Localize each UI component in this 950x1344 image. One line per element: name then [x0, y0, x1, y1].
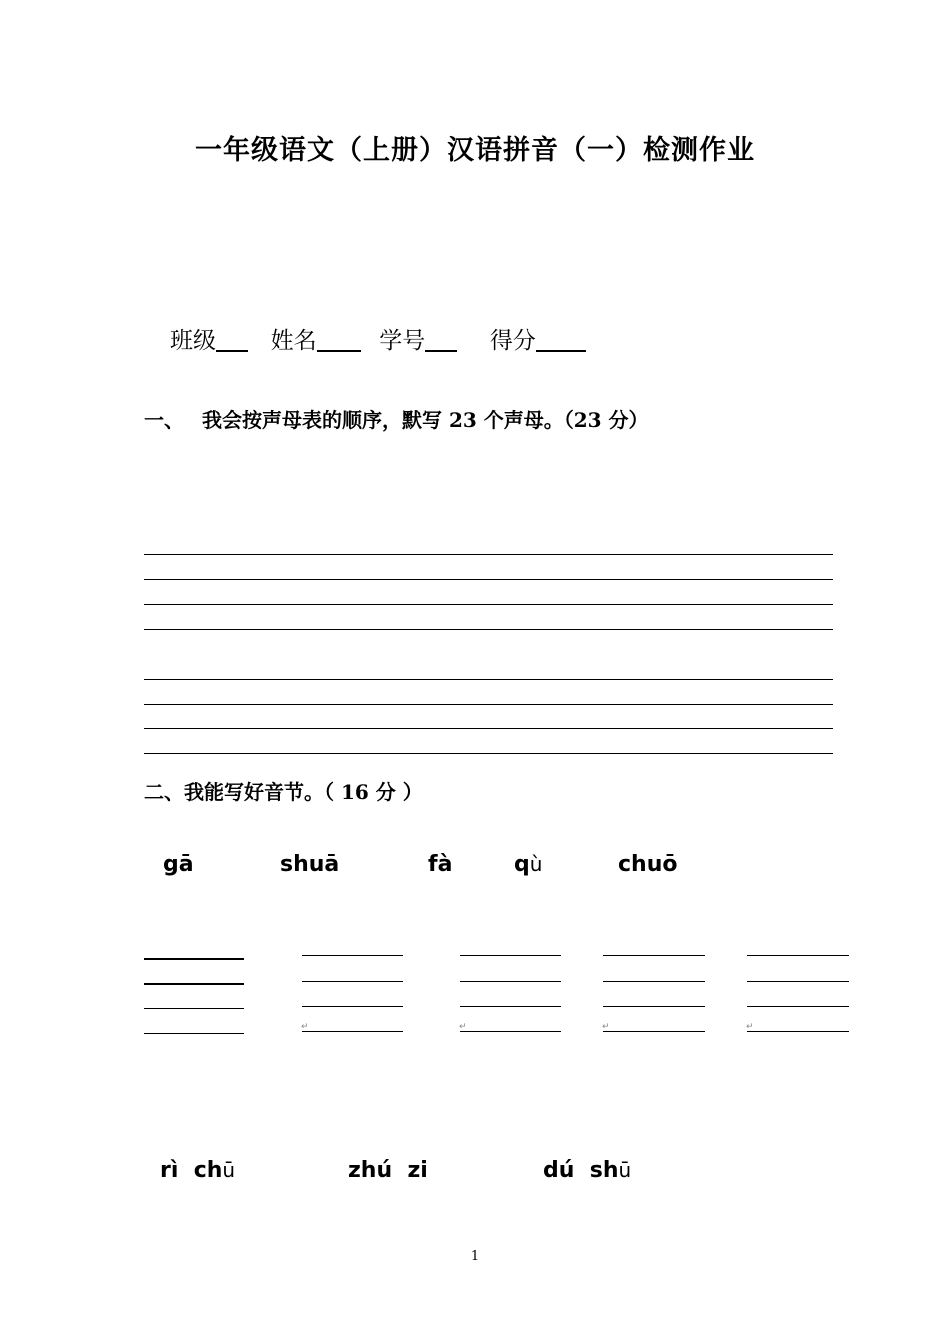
student-id-blank[interactable] [425, 326, 457, 352]
four-line-grid-line[interactable] [747, 1031, 849, 1032]
student-info-line [170, 322, 586, 355]
four-line-grid-line[interactable] [747, 1006, 849, 1007]
syllable-text: fà [428, 852, 453, 877]
score-blank[interactable] [536, 326, 586, 352]
name-label: 姓名 [270, 328, 317, 354]
syllable-text: zi [407, 1158, 428, 1183]
return-mark-icon: ↵ [459, 1022, 467, 1032]
syllable-word [543, 1158, 631, 1183]
section-two-heading: 二、我能写好音节。（ 16 分 ） [144, 780, 423, 804]
writing-line[interactable] [144, 579, 833, 580]
syllable-text: sh [589, 1158, 619, 1183]
syllable-text: q [514, 852, 530, 877]
syllable [163, 852, 194, 877]
four-line-grid-line[interactable] [144, 958, 244, 960]
four-line-grid-line[interactable] [302, 1006, 403, 1007]
class-label: 班级 [170, 328, 216, 354]
return-mark-icon: ↵ [602, 1022, 610, 1032]
syllable-text: shuā [280, 852, 340, 877]
four-line-grid-line[interactable] [460, 981, 561, 982]
four-line-grid-line[interactable] [302, 955, 403, 956]
page-number: 1 [470, 1249, 480, 1264]
syllable [618, 852, 677, 877]
name-blank[interactable] [317, 326, 361, 352]
return-mark-icon: ↵ [301, 1022, 309, 1032]
syllable-word [348, 1158, 428, 1183]
syllable-text: gā [163, 852, 194, 877]
four-line-grid-line[interactable] [460, 955, 561, 956]
writing-line[interactable] [144, 554, 833, 555]
writing-line[interactable] [144, 704, 833, 705]
four-line-grid-line[interactable] [302, 1031, 403, 1032]
return-mark-icon: ↵ [746, 1022, 754, 1032]
syllable-text: zhú [348, 1158, 393, 1183]
four-line-grid-line[interactable] [603, 1031, 705, 1032]
section-one-text: 我会按声母表的顺序，默写 23 个声母。（23 分） [202, 408, 649, 432]
four-line-grid-line[interactable] [460, 1006, 561, 1007]
four-line-grid-line[interactable] [144, 983, 244, 985]
syllable-text: ch [193, 1158, 223, 1183]
four-line-grid-line[interactable] [460, 1031, 561, 1032]
syllable-word [160, 1158, 235, 1183]
four-line-grid-line[interactable] [747, 981, 849, 982]
syllable [514, 852, 542, 877]
writing-line[interactable] [144, 604, 833, 605]
syllable-text: dú [543, 1158, 575, 1183]
four-line-grid-line[interactable] [302, 981, 403, 982]
four-line-grid-line[interactable] [747, 955, 849, 956]
four-line-grid-line[interactable] [144, 1033, 244, 1034]
student-id-label: 学号 [379, 328, 426, 354]
syllable-text: chuō [618, 852, 678, 877]
four-line-grid-line[interactable] [603, 955, 705, 956]
syllable-tone-char: ū [618, 1158, 632, 1182]
writing-line[interactable] [144, 753, 833, 754]
four-line-grid-line[interactable] [603, 981, 705, 982]
four-line-grid-line[interactable] [144, 1008, 244, 1009]
score-label: 得分 [489, 328, 536, 354]
syllable [428, 852, 452, 877]
four-line-grid-line[interactable] [603, 1006, 705, 1007]
writing-line[interactable] [144, 679, 833, 680]
section-one-number: 一、 [144, 408, 184, 432]
syllable-tone-char: ù [529, 852, 543, 876]
page-title: 一年级语文（上册）汉语拼音（一）检测作业 [195, 135, 755, 166]
writing-line[interactable] [144, 629, 833, 630]
writing-line[interactable] [144, 728, 833, 729]
syllable [280, 852, 339, 877]
syllable-tone-char: ū [222, 1158, 236, 1182]
section-one-heading [144, 404, 649, 433]
syllable-text: rì [160, 1158, 179, 1183]
class-blank[interactable] [216, 326, 248, 352]
